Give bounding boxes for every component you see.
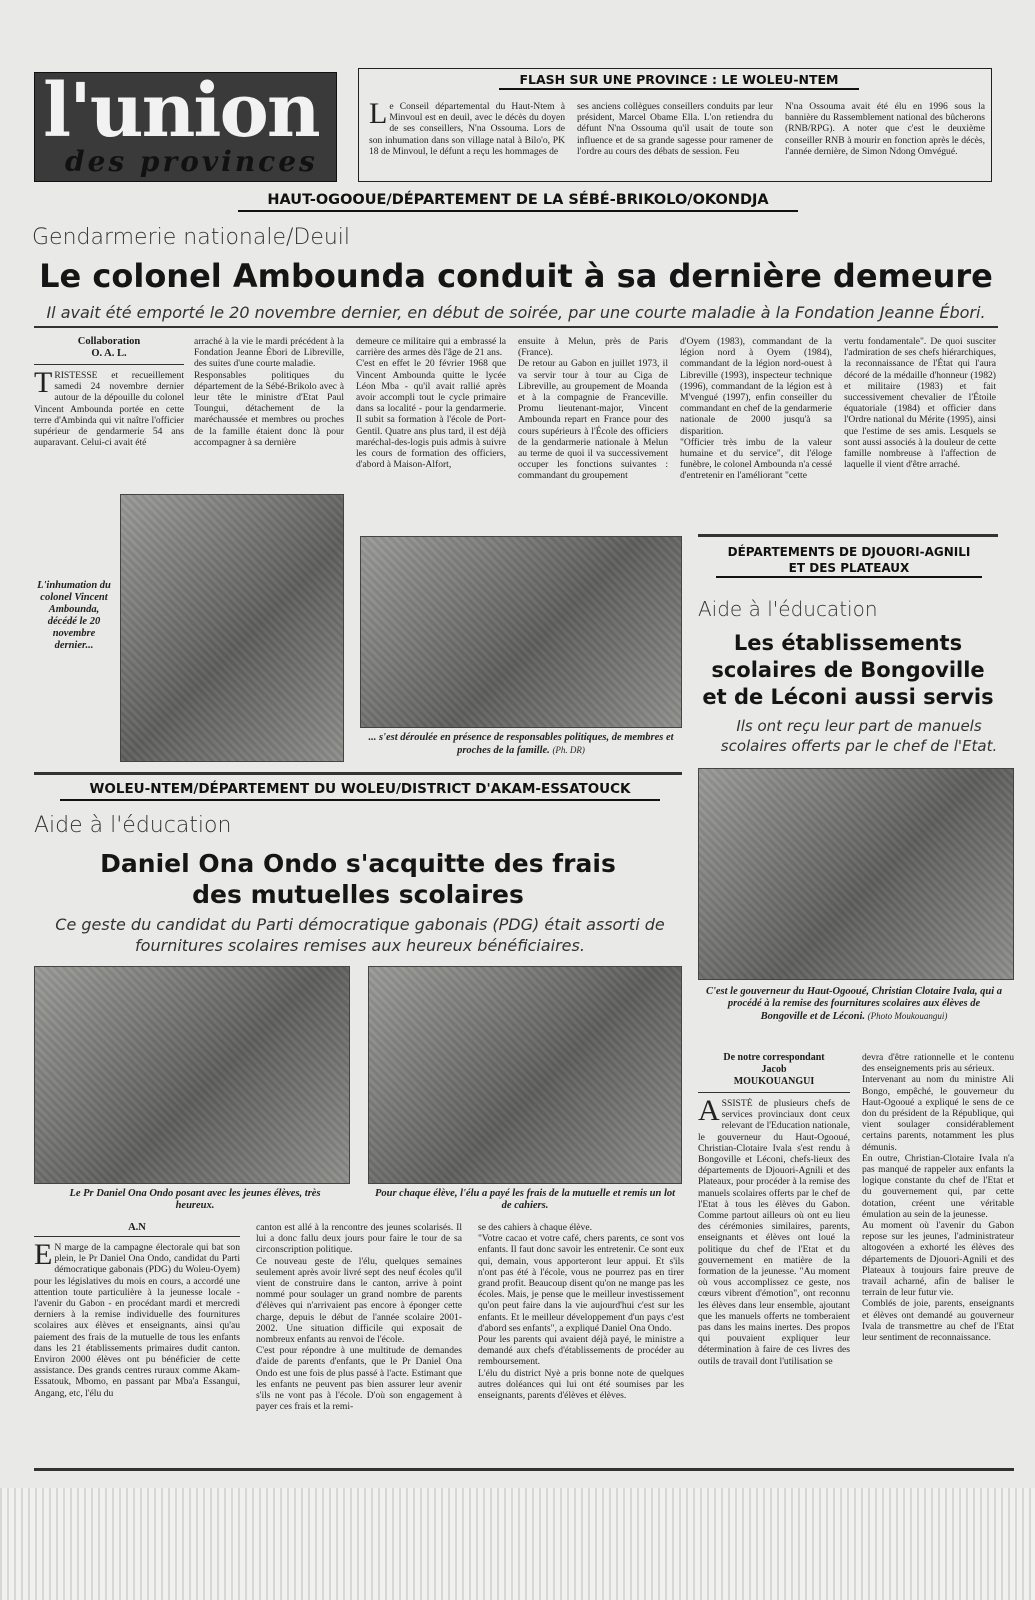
art3-col-2: canton est allé à la rencontre des jeunes scolarisés. Il lui a donc fallu deux jours pour faire le tour de sa circonscription politique. Ce nouveau geste de l'élu, quelques semaines seulement après avoir livré sept des neuf écoles qu'il vient de construire dans le canton, arrive à point nommé pour soulager un grand nombre de parents d'élèves qui n'arrivaient pas encore à éponger cette charge, depuis le début de l'année scolaire 2001-2002. Une situation difficile qui exposait de nombreux enfants au renvoi de l'école. C'est pour répondre à une multitude de demandes d'aide de parents d'enfants, que le Pr Daniel Ona Ondo est une fois de plus passé à l'acte. Estimant que les enfants ne peuvent pas bien assurer leur avenir s'ils ne vont pas à l'école. D'où son engagement à payer ces frais et la remi- [256,1222,462,1413]
art2-headline-3: et de Léconi aussi servis [702,685,994,709]
art1-headline: Le colonel Ambounda conduit à sa dernière demeure [39,257,993,295]
art2-section-2: ET DES PLATEAUX [788,561,910,575]
art1-credit-2: (Ph. DR) [552,745,585,755]
art2-dropcap: A [698,1098,720,1127]
art1-caption-1: L'inhumation du colonel Vincent Ambounda, décédé le 20 novembre dernier... [37,580,111,651]
art2-section-header [716,544,982,578]
flash-header: FLASH SUR UNE PROVINCE : LE WOLEU-NTEM [499,72,859,90]
art3-byline-rule [34,1236,240,1237]
art2-caption-text: C'est le gouverneur du Haut-Ogooué, Christian Clotaire Ivala, qui a procédé à la remise des fournitures scolaires aux élèves de Bongoville et de Léconi. [705,986,1003,1022]
art3-headline-1: Daniel Ona Ondo s'acquitte des frais [100,849,616,878]
art2-col-2: devra d'être rationnelle et le contenu des enseignements pris au sérieux. Intervenant au nom du ministre Ali Bongo, empêché, le gouverneur du Haut-Ogooué a expliqué le sens de ce don du président de la République, qui vient soulager considérablement certains parents, notamment les plus démunis. En outre, Christian-Clotaire Ivala n'a pas manqué de rappeler aux enfants la logique constante du chef de l'Etat et du gouvernement qui, par cette dotation, créent une véritable émulation au sein de la jeunesse. Au moment où l'avenir du Gabon repose sur les jeunes, l'administrateur altogovéen a exhorté les élèves des départements de Djouori-Agnili et des Plateaux à toujours faire preuve de travail acharné, afin de baliser le terrain de leur futur vie. Comblés de joie, parents, enseignants et élèves ont demandé au gouverneur Ivala de transmettre au chef de l'Etat leur sentiment de reconnaissance. [862,1052,1014,1344]
art1-dropcap: T [34,370,53,399]
flash-col-1 [369,101,565,177]
art3-col-3: se des cahiers à chaque élève. "Votre cacao et votre café, chers parents, ce sont vos enfants. Il faut donc savoir les entretenir. Ce sont eux qui, demain, vous apporteront leur appui. Et s'ils n'ont pas été à l'école, vous ne pourrez pas en tirer grand profit. Beaucoup disent qu'on ne mange pas les écoles. Mais, je pense que le meilleur investissement qu'on peut faire dans la vie aujourd'hui c'est sur les enfants. Et le meilleur développement d'un pays c'est d'abord ses enfants", a expliqué Daniel Ona Ondo. Pour les parents qui avaient déjà payé, le ministre a demandé aux chefs d'établissements de procéder au remboursement. L'élu du district Nyè a pris bonne note de quelques autres doléances qui lui ont été soumises par les enseignants, parents d'élèves et élèves. [478,1222,684,1402]
art3-section-header: WOLEU-NTEM/DÉPARTEMENT DU WOLEU/DISTRICT D'AKAM-ESSATOUCK [60,780,660,801]
art3-top-rule [34,772,682,775]
art3-photo-handout [368,966,682,1184]
art2-kicker: Aide à l'éducation [698,597,878,621]
masthead [34,68,337,182]
art1-deck: Il avait été emporté le 20 novembre dernier, en début de soirée, par une courte maladie à la Fondation Jeanne Ébori. [46,303,986,322]
art3-photo-students [34,966,350,1184]
art2-headline [698,630,998,711]
art2-top-rule [698,534,998,537]
art1-col-6: vertu fondamentale". De quoi susciter l'admiration de ses chefs hiérarchiques, la reconnaissance de l'État qui l'aura décoré de la médaille d'honneur (1982) et militaire (1983) et fait successivement chevalier de l'Étoile équatoriale (1984) et officier dans l'Ordre national du Mérite (1995), ainsi que l'estime de ses amis. Lesquels se sont aussi associés à la douleur de cette famille nombreuse à l'affection de laquelle il vient d'être arraché. [844,336,996,471]
art1-col-5: d'Oyem (1983), commandant de la légion nord à Oyem (1984), commandant de la légion nord-ouest à Libreville (1993), inspecteur technique (1996), commandant de la légion est à M'vengué (1997), enfin conseiller du commandant en chef de la gendarmerie nationale de 2000 jusqu'à sa disparition. "Officier très imbu de la valeur humaine et du service", dit l'éloge funèbre, le colonel Ambounda n'a cessé d'entretenir en l'améliorant "cette [680,336,832,482]
masthead-subtitle: des provinces [65,145,318,178]
art3-dropcap: E [34,1242,53,1271]
art1-section-header: HAUT-OGOOUE/DÉPARTEMENT DE LA SÉBÉ-BRIKOLO/OKONDJA [238,190,798,212]
art3-col-1-text: N marge de la campagne électorale qui bat son plein, le Pr Daniel Ona Ondo, candidat du Parti démocratique gabonais (PDG) du Woleu-Oyem) pour les législatives du mois en cours, a accordé une attention toute particulière à la jeunesse locale - l'avenir du Gabon - en procédant mardi et mercredi derniers à la remise individuelle des fournitures scolaires aux élèves et enseignants, ainsi qu'au paiement des frais de la mutuelle de tous les enfants dans les 21 établissements primaires dudit canton. Environ 2000 élèves ont pu bénéficier de cette assistance. Des grands centres ruraux comme Akam-Essatouk, Mbomo, en passant par Mba'a Essangui, Angang, etc, l'élu du [34,1242,240,1399]
art1-byline [34,336,184,360]
art2-section-1: DÉPARTEMENTS DE DJOUORI-AGNILI [727,545,971,559]
art2-col-1 [698,1098,850,1460]
art1-col-4: ensuite à Melun, près de Paris (France). De retour au Gabon en juillet 1973, il va servir tour à tour au Ciga de Libreville, au groupement de Moanda et à la compagnie de Franceville. Promu lieutenant-major, Vincent Ambounda repart en France pour des cours supérieurs à l'École des officiers de la gendarmerie nationale à Melun au terme de quoi il va successivement occuper les fonctions suivantes : commandant du groupement [518,336,668,482]
art1-col-1-text: RISTESSE et recueillement samedi 24 novembre dernier autour de la dépouille du colonel Vincent Ambounda portée en cette terre d'Ambinda qui vit naître l'officier supérieur de gendarmerie 54 ans auparavant. Celui-ci avait été [34,370,184,449]
art2-headline-2: scolaires de Bongoville [711,658,985,682]
art2-byline [698,1052,850,1088]
art1-rule [34,326,998,328]
art1-photo-burial [120,494,344,762]
flash-col-3: N'na Ossouma avait été élu en 1996 sous la bannière du Rassemblement national des bûcherons (RNB/RPG). A noter que c'est le deuxième conseiller RNB à mourir en fonction après le décès, l'année dernière, de Simon Ndong Omvégué. [785,101,985,157]
art3-byline: A.N [128,1222,146,1233]
flash-col-2: ses anciens collègues conseillers conduits par leur président, Marcel Obame Ella. L'on retiendra du défunt N'na Ossouma qu'il usait de toute son influence et de sa grande sagesse pour ramener de l'ordre au cours des débats de session. Feu [577,101,773,157]
art3-headline-2: des mutuelles scolaires [192,880,524,909]
art1-caption-2-text: ... s'est déroulée en présence de responsables politiques, de membres et proches de la famille. [368,732,674,756]
art3-caption-2: Pour chaque élève, l'élu a payé les frais de la mutuelle et remis un lot de cahiers. [374,1188,676,1211]
art2-headline-1: Les établissements [733,631,963,655]
art1-col-2: arraché à la vie le mardi précédent à la Fondation Jeanne Ébori de Libreville, des suites d'une courte maladie. Responsables politiques du département de la Sébé-Brikolo avec à leur tête le ministre d'Etat Paul Toungui, détachement de la maréchaussée et membres ou proches de la famille étaient donc là pour accompagner à sa dernière [194,336,344,448]
art1-byline-1: Collaboration [77,336,141,347]
art2-byline-3: MOUKOUANGUI [733,1076,815,1087]
flash-col-1-text: e Conseil départemental du Haut-Ntem à Minvoul est en deuil, avec le décès du doyen de ses conseillers, N'na Ossouma. Lors de son inhumation dans son village natal à Bilo'o, PK 18 de Minvoul, le défunt a reçu les hommages de [369,101,565,157]
art1-photo-mourners [360,536,682,728]
art1-col-1 [34,370,184,478]
page-bottom-rule [34,1468,1014,1471]
art1-caption-2 [360,732,682,757]
art3-caption-1: Le Pr Daniel Ona Ondo posant avec les jeunes élèves, très heureux. [69,1188,321,1211]
art1-byline-2: O. A. L. [91,348,127,359]
art2-byline-1: De notre correspondant [723,1052,825,1063]
art3-kicker: Aide à l'éducation [34,813,232,838]
masthead-title: l'union [43,68,319,154]
art2-credit: (Photo Moukouangui) [867,1011,948,1021]
art3-col-1 [34,1242,240,1464]
art1-byline-rule [34,364,184,365]
art1-col-3: demeure ce militaire qui a embrassé la carrière des armes dès l'âge de 21 ans. C'est en effet le 20 février 1968 que Vincent Ambounda quitte le lycée Léon Mba - qu'il avait rallié après avoir accompli tout le cycle primaire dans sa localité - pour la gendarmerie. Il subit sa formation à l'école de Port-Gentil. Quatre ans plus tard, il est déjà maréchal-des-logis puis admis à suivre les cours de formation des officiers, d'abord à Maison-Alfort, [356,336,506,471]
art1-kicker: Gendarmerie nationale/Deuil [32,225,351,250]
page-bottom-margin [0,1488,1035,1600]
art3-headline [34,848,682,910]
flash-dropcap: L [369,101,388,130]
art2-byline-rule [698,1092,850,1093]
art3-deck: Ce geste du candidat du Parti démocratique gabonais (PDG) était assorti de fournitures scolaires remises aux heureux bénéficiaires. [55,915,665,955]
art2-caption [704,986,1004,1023]
art2-photo-governor [698,768,1014,980]
art2-deck: Ils ont reçu leur part de manuels scolaires offerts par le chef de l'Etat. [720,717,998,755]
art2-col-1-text: SSISTÉ de plusieurs chefs de services provinciaux dont ceux relevant de l'Education nationale, le gouverneur du Haut-Ogooué, Christian-Clotaire Ivala s'est rendu à Bongoville et Léconi, chefs-lieux des départements de Djouori-Agnili et des Plateaux, pour procéder à la remise des manuels scolaires offerts par le chef de l'Etat à tous les élèves du Gabon. Comme partout ailleurs où ont eu lieu des cérémonies similaires, parents, enseignants et élèves ont loué la politique du chef de l'Etat et du gouvernement en matière de la formation de la jeunesse. "Au moment où vous accomplissez ce geste, nos cœurs vibrent d'émotion", ont reconnu les élèves dans leur ensemble, ajoutant que les manuels offerts ne tomberaient pas dans les mains inertes. Des propos qui pouvaient expliquer leur détermination à faire de ces livres des outils de travail dont l'utilisation se [698,1098,850,1367]
flash-box [358,68,992,182]
art2-byline-2: Jacob [761,1064,787,1075]
